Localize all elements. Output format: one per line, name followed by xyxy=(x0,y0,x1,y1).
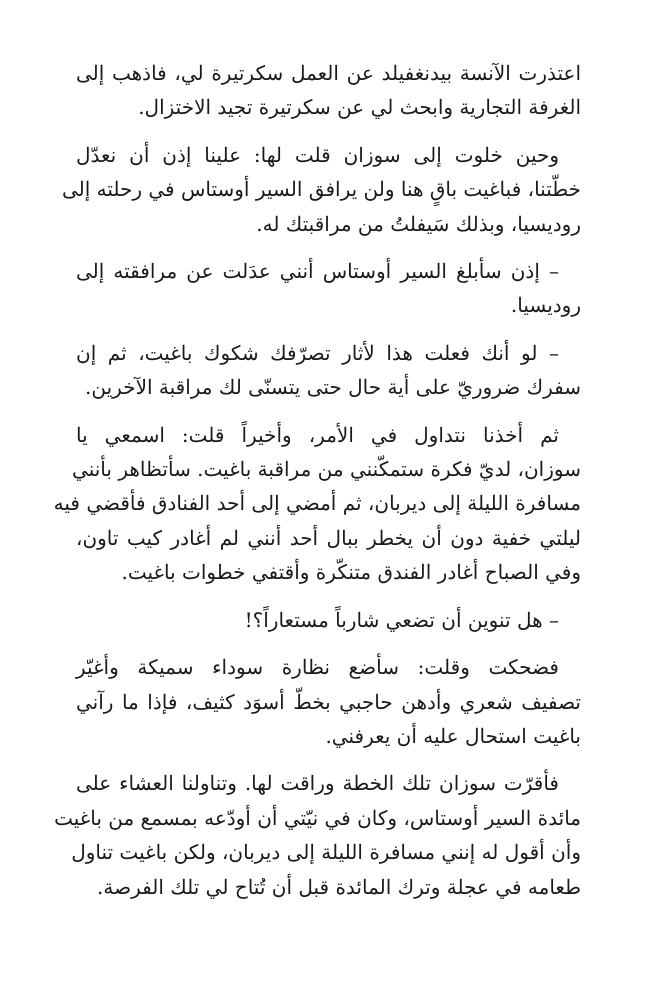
paragraph-7 xyxy=(76,650,581,753)
paragraph-1 xyxy=(76,56,581,125)
paragraph-5 xyxy=(53,418,581,590)
paragraph-3 xyxy=(76,254,581,323)
text-line: – لو أنك فعلت هذا لأثار تصرّفك شكوك باغيت، ثم إن xyxy=(76,340,559,365)
text-line: وحين خلوت إلى سوزان قلت لها: علينا إذن أن نعدّل xyxy=(76,142,559,167)
text-line: وأن أقول له إنني مسافرة الليلة إلى ديربان، ولكن باغيت تناول xyxy=(71,840,581,865)
text-line: مائدة السير أوستاس، وكان في نيّتي أن أودّعه بمسمع من باغيت xyxy=(54,805,581,830)
paragraph-6 xyxy=(76,603,581,637)
text-line: سفرك ضروريّ على أية حال حتى يتسنّى لك مراقبة الآخرين. xyxy=(85,375,581,400)
paragraph-spacer xyxy=(76,753,581,766)
text-line: ليلتي خفية دون أن يخطر ببال أحد أنني لم أغادر كيب تاون، xyxy=(76,525,581,550)
text-line: سوزان، لديّ فكرة ستمكّنني من مراقبة باغيت. سأتظاهر بأنني xyxy=(72,457,581,482)
paragraph-4 xyxy=(76,336,581,405)
paragraph-spacer xyxy=(76,241,581,254)
text-line: مسافرة الليلة إلى ديربان، ثم أمضي إلى أحد الفنادق فأقضي فيه xyxy=(53,491,581,516)
text-line: ثم أخذنا نتداول في الأمر، وأخيراً قلت: اسمعي يا xyxy=(76,422,559,447)
paragraph-spacer xyxy=(76,405,581,418)
text-line: باغيت استحال عليه أن يعرفني. xyxy=(325,723,581,748)
paragraph-spacer xyxy=(76,637,581,650)
text-line: فضحكت وقلت: سأضع نظارة سوداء سميكة وأغيّر xyxy=(76,655,559,680)
text-line: خطّتنا، فباغيت باقٍ هنا ولن يرافق السير أوستاس في رحلته إلى xyxy=(61,177,581,202)
text-line: روديسيا. xyxy=(510,293,581,318)
paragraph-8 xyxy=(54,766,581,904)
text-line: تصفيف شعري وأدهن حاجبي بخطّ أسوَد كثيف، فإذا ما رآني xyxy=(76,689,581,714)
text-line: طعامه في عجلة وترك المائدة قبل أن تُتاح لي تلك الفرصة. xyxy=(97,874,581,899)
text-line: – إذن سأبلغ السير أوستاس أنني عدَلت عن مرافقته إلى xyxy=(76,259,559,284)
text-line: روديسيا، وبذلك سَيفلتُ من مراقبتك له. xyxy=(256,211,581,236)
text-line: – هل تنوين أن تضعي شارباً مستعاراً؟! xyxy=(244,607,559,632)
text-line: الغرفة التجارية وابحث لي عن سكرتيرة تجيد الاختزال. xyxy=(138,95,581,120)
text-line: اعتذرت الآنسة بيدنغفيلد عن العمل سكرتيرة لي، فاذهب إلى xyxy=(76,61,581,85)
paragraph-2 xyxy=(61,138,581,241)
paragraph-spacer xyxy=(76,323,581,336)
text-line: فأقرّت سوزان تلك الخطة وراقت لها. وتناولنا العشاء على xyxy=(76,771,559,796)
text-line: وفي الصباح أغادر الفندق متنكّرة وأقتفي خطوات باغيت. xyxy=(121,560,581,585)
paragraph-spacer xyxy=(76,125,581,138)
paragraph-spacer xyxy=(76,590,581,603)
